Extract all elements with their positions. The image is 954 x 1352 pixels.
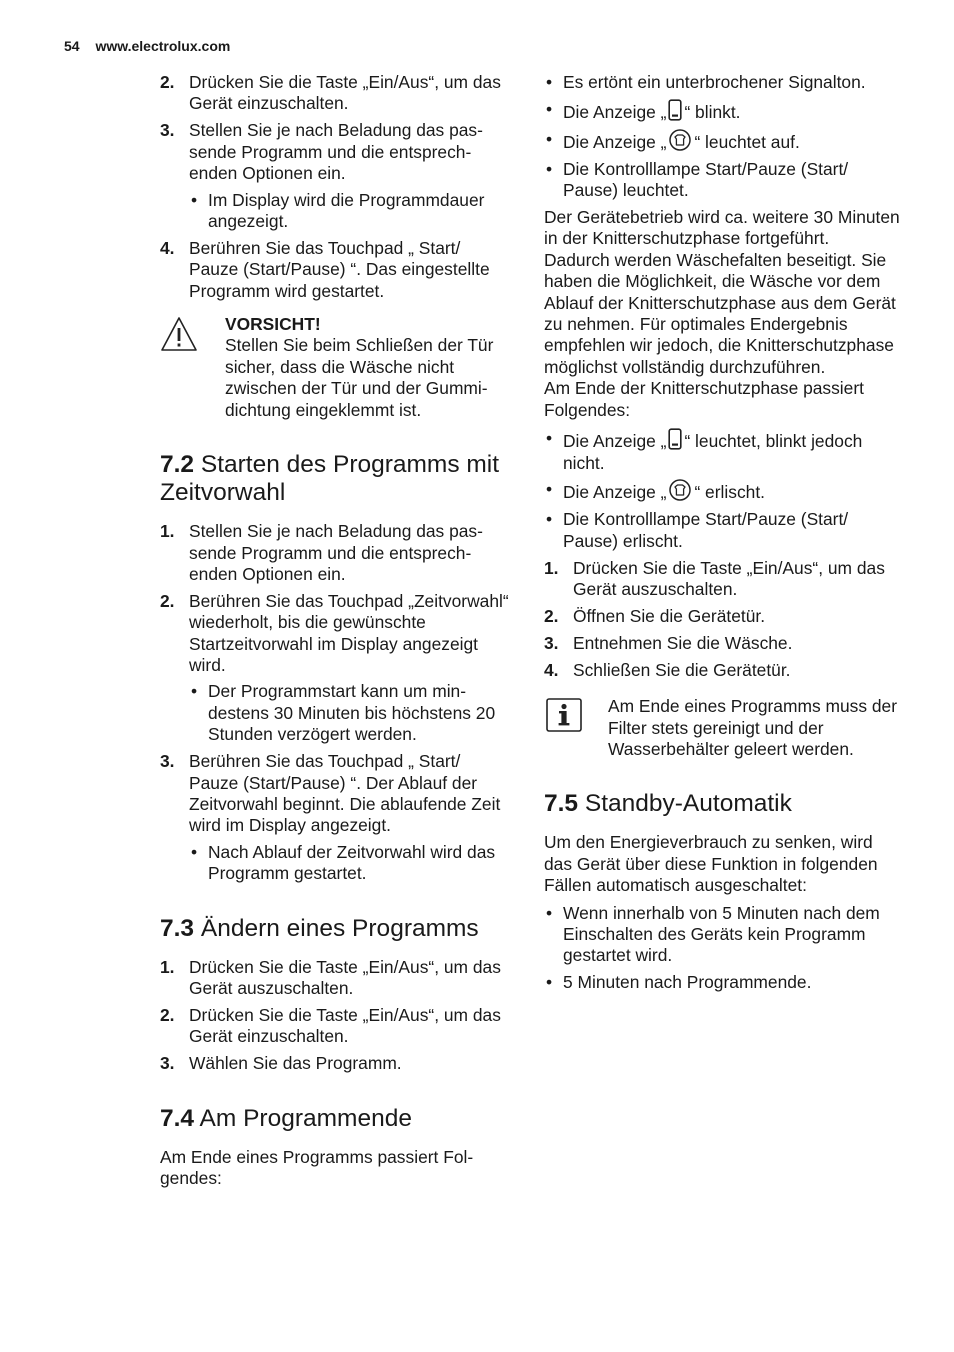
sub-item: • Im Display wird die Programmdauer angezeigt. — [189, 190, 512, 233]
list-item: • 5 Minuten nach Programmende. — [544, 972, 904, 993]
step-number: 3. — [160, 120, 175, 141]
anti-crease-icon — [668, 479, 692, 501]
intro-steps — [160, 72, 512, 302]
paragraph: Dadurch werden Wäschefalten beseitigt. Sie haben die Möglichkeit, die Wäsche vor dem Ablauf der Knitterschutzphase aus dem Gerät zu nehmen. Für optimales Endergebnis empfehlen wir jedoch, die Knitterschutzphase möglichst vollständig durchzuführen. — [544, 249, 896, 377]
list-item: • Die Kontrolllampe Start/Pauze (Start/ Pause) leuchtet. — [544, 159, 904, 202]
paragraph: Der Gerätebetrieb wird ca. weitere 30 Minuten in der Knitterschutzphase fortgeführt. — [544, 207, 900, 249]
sub-item: • Der Programmstart kann um mindestens 30 Minuten bis höchstens 20 Stunden verzögert werden. — [189, 681, 512, 745]
list-item — [160, 238, 512, 302]
end-program-bullets — [544, 72, 904, 202]
step-number: 2. — [160, 1004, 175, 1025]
page-header — [64, 38, 230, 54]
warning-triangle-icon — [160, 316, 198, 352]
list-item: • Es ertönt ein unterbrochener Signalton. — [544, 72, 904, 93]
section-heading-7-5: 7.5 Standby-Automatik — [544, 790, 792, 818]
step-text: Drücken Sie die Taste „Ein/Aus“, um das Gerät einzuschalten. — [189, 72, 501, 114]
step-number: 1. — [160, 521, 175, 542]
step-number: 3. — [160, 751, 175, 772]
sub-item: • Nach Ablauf der Zeitvorwahl wird das Programm gestartet. — [189, 842, 512, 885]
list-item: • Die Kontrolllampe Start/Pauze (Start/ Pause) erlischt. — [544, 509, 904, 552]
warning-text: Stellen Sie beim Schließen der Tür sicher, dass die Wäsche nicht zwischen der Tür und der Gummidichtung eingeklemmt ist. — [225, 335, 494, 420]
step-text: Drücken Sie die Taste „Ein/Aus“, um das Gerät auszuschalten. — [189, 956, 501, 998]
paragraph: Am Ende der Knitterschutzphase passiert Folgendes: — [544, 378, 864, 420]
section-intro-7-5: Um den Energieverbrauch zu senken, wird das Gerät über diese Funktion in folgenden Fällen automatisch ausgeschaltet: — [544, 832, 878, 896]
anti-crease-icon — [668, 129, 692, 151]
step-number: 3. — [544, 632, 559, 653]
list-item — [160, 1005, 512, 1048]
warning-title: VORSICHT! — [225, 314, 321, 335]
step-number: 2. — [160, 590, 175, 611]
step-text: Stellen Sie je nach Beladung das passende Programm und die entsprechenden Optionen ein. — [189, 120, 483, 184]
list-item — [544, 558, 904, 601]
list-item: • Die Anzeige „ “ blinkt. — [544, 99, 904, 123]
info-text: Am Ende eines Programms muss der Filter stets gereinigt und der Wasserbehälter geleert werden. — [608, 696, 897, 759]
list-item: • Wenn innerhalb von 5 Minuten nach dem Einschalten des Geräts kein Programm gestartet wird. — [544, 903, 904, 967]
info-icon — [546, 698, 582, 732]
list-item — [160, 591, 512, 746]
step-text: Drücken Sie die Taste „Ein/Aus“, um das Gerät auszuschalten. — [573, 557, 885, 600]
list-item — [544, 633, 904, 654]
list-item: • Die Anzeige „ “ erlischt. — [544, 479, 904, 503]
list-item — [544, 606, 904, 627]
step-text: Berühren Sie das Touchpad „Zeitvorwahl“ wiederholt, bis die gewünschte Startzeitvorwahl im Display angezeigt wird. — [189, 590, 509, 676]
sub-list — [189, 681, 512, 745]
steps-7-3 — [160, 957, 512, 1075]
list-item — [544, 660, 904, 681]
section-intro-7-4: Am Ende eines Programms passiert Folgendes: — [160, 1146, 474, 1189]
step-number: 4. — [160, 237, 175, 258]
section-heading-7-4: 7.4 Am Programmende — [160, 1104, 412, 1132]
sub-list — [189, 842, 512, 885]
list-item — [160, 72, 512, 115]
water-tank-icon — [668, 99, 682, 121]
right-column — [544, 72, 904, 999]
standby-bullets — [544, 903, 904, 994]
list-item — [160, 751, 512, 884]
list-item — [160, 120, 512, 232]
steps-7-2 — [160, 521, 512, 885]
website-link[interactable]: www.electrolux.com — [95, 38, 231, 54]
step-number: 2. — [544, 605, 559, 626]
step-text: Öffnen Sie die Gerätetür. — [573, 605, 766, 626]
step-number: 4. — [544, 659, 559, 680]
step-number: 2. — [160, 72, 175, 92]
list-item — [160, 957, 512, 1000]
list-item — [160, 521, 512, 585]
step-text: Entnehmen Sie die Wäsche. — [573, 632, 793, 653]
warning-box — [160, 314, 512, 421]
anti-crease-end-bullets — [544, 428, 904, 552]
step-number: 1. — [160, 956, 175, 977]
step-number: 3. — [160, 1053, 175, 1074]
section-heading-7-3: 7.3 Ändern eines Programms — [160, 914, 479, 942]
info-note — [544, 696, 904, 760]
list-item: • Die Anzeige „ “ leuchtet, blinkt jedoch nicht. — [544, 428, 904, 474]
unload-steps — [544, 558, 904, 682]
step-text: Berühren Sie das Touchpad „ Start/ Pauze (Start/Pause) “. Das eingestellte Programm wird gestartet. — [189, 237, 490, 301]
section-heading-7-2: 7.2 Starten des Programms mit Zeitvorwahl — [160, 451, 500, 507]
sub-list — [189, 190, 512, 233]
step-text: Stellen Sie je nach Beladung das passende Programm und die entsprechenden Optionen ein. — [189, 521, 483, 584]
page-number: 54 — [64, 38, 80, 54]
step-text: Drücken Sie die Taste „Ein/Aus“, um das Gerät einzuschalten. — [189, 1004, 501, 1047]
list-item — [160, 1053, 512, 1074]
list-item: • Die Anzeige „ “ leuchtet auf. — [544, 129, 904, 153]
water-tank-icon — [668, 428, 682, 450]
left-column — [160, 72, 512, 1189]
step-number: 1. — [544, 557, 559, 578]
step-text: Wählen Sie das Programm. — [189, 1053, 402, 1074]
step-text: Berühren Sie das Touchpad „ Start/ Pauze (Start/Pause) “. Der Ablauf der Zeitvorwahl beginnt. Die ablaufende Zeit wird im Display angezeigt. — [189, 751, 501, 836]
step-text: Schließen Sie die Gerätetür. — [573, 659, 791, 680]
